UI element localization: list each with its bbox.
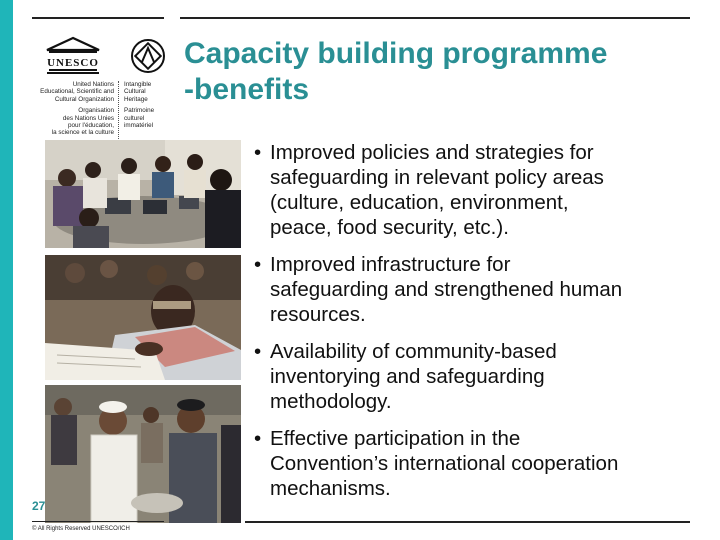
benefit-line: Effective participation in the <box>270 427 521 450</box>
logo-right-line: Intangible <box>124 81 152 88</box>
bottom-right-rule <box>245 521 690 523</box>
bullet-dot: • <box>254 253 262 276</box>
benefit-line: peace, food security, etc.). <box>270 216 509 239</box>
benefit-item <box>254 140 704 240</box>
logo-left-line: Organisation <box>78 107 114 115</box>
ich-emblem-icon <box>130 38 166 74</box>
community-elders-image <box>45 385 241 523</box>
logo-right-line: culturel <box>124 114 145 122</box>
logo-area <box>32 36 182 136</box>
logo-left-line: la science et la culture <box>51 129 114 137</box>
ich-name-column <box>124 81 182 129</box>
logo-left-line: Cultural Organization <box>54 95 114 103</box>
benefit-line: resources. <box>270 303 366 326</box>
top-left-rule <box>32 17 164 19</box>
benefit-line: mechanisms. <box>270 477 391 500</box>
benefit-line: methodology. <box>270 390 392 413</box>
benefit-item <box>254 339 704 414</box>
unesco-temple-icon <box>45 36 101 74</box>
community-elders-photo <box>45 385 241 523</box>
unesco-wordmark: UNESCO <box>47 57 99 69</box>
logo-left-line: pour l'éducation, <box>67 122 114 130</box>
benefit-item <box>254 426 704 501</box>
slide-title <box>184 36 699 108</box>
workshop-laptops-image <box>45 140 241 248</box>
bullet-dot: • <box>254 141 262 164</box>
bottom-left-rule <box>32 521 164 522</box>
participant-writing-photo <box>45 255 241 380</box>
benefit-line: inventorying and safeguarding <box>270 365 545 388</box>
benefit-line: Improved policies and strategies for <box>270 141 594 164</box>
logo-right-line: Heritage <box>124 95 148 103</box>
logo-left-line: United Nations <box>72 81 114 88</box>
slide <box>13 0 720 540</box>
copyright-notice: © All Rights Reserved UNESCO/ICH <box>32 526 130 532</box>
logo-left-line: Educational, Scientific and <box>40 88 114 96</box>
bullet-dot: • <box>254 340 262 363</box>
page-number: 27 <box>32 499 46 513</box>
logo-left-line: des Nations Unies <box>62 114 114 122</box>
benefit-line: Availability of community-based <box>270 340 557 363</box>
benefit-line: safeguarding in relevant policy areas <box>270 166 604 189</box>
bullet-dot: • <box>254 427 262 450</box>
participant-writing-image <box>45 255 241 380</box>
benefit-line: Convention’s international cooperation <box>270 452 619 475</box>
benefit-line: Improved infrastructure for <box>270 253 511 276</box>
benefit-line: safeguarding and strengthened human <box>270 278 623 301</box>
logo-right-line: Cultural <box>124 88 146 96</box>
workshop-laptops-photo <box>45 140 241 248</box>
logo-right-line: Patrimoine <box>124 107 155 115</box>
unesco-name-column <box>32 81 114 137</box>
top-right-rule <box>180 17 690 19</box>
benefits-list <box>254 140 704 513</box>
title-line: -benefits <box>184 73 310 106</box>
benefit-item <box>254 252 704 327</box>
title-line: Capacity building programme <box>184 37 608 70</box>
logo-right-line: immatériel <box>124 122 154 130</box>
benefit-line: (culture, education, environment, <box>270 191 569 214</box>
